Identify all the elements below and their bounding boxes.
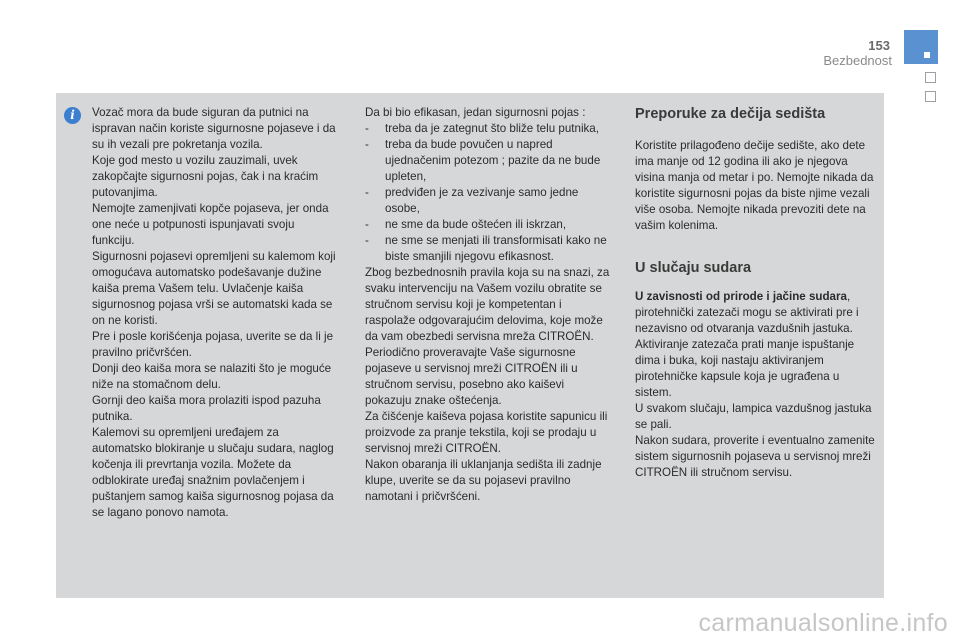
paragraph: Pre i posle korišćenja pojasa, uverite se da li je pravilno pričvršćen. — [92, 330, 334, 359]
paragraph: Koje god mesto u vozilu zauzimali, uvek zakopčajte sigurnosni pojas, čak i na kraćim putovanjima. — [92, 154, 319, 199]
intro-text: Da bi bio efikasan, jedan sigurnosni pojas : — [365, 106, 586, 119]
paragraph: Nemojte zamenjivati kopče pojaseva, jer onda one neće u potpunosti ispunjavati svoju funkciju. — [92, 202, 329, 247]
paragraph: Kalemovi su opremljeni uređajem za automatsko blokiranje u slučaju sudara, naglog kočenja ili prevrtanja vozila. Možete da odblokirate uređaj snažnim povlačenjem i puštanjem samog kaiša sigurnosnog pojasa da se lagano ponovo namota. — [92, 426, 334, 519]
collision-lead: U zavisnosti od prirode i jačine sudara — [635, 290, 847, 303]
paragraph: Gornji deo kaiša mora prolaziti ispod pazuha putnika. — [92, 394, 321, 423]
belt-usage-column — [365, 105, 613, 505]
list-item: - treba da bude povučen u napred ujednačenim potezom ; pazite da ne bude upleten, — [365, 137, 613, 185]
list-item: - ne sme se menjati ili transformisati kako ne biste smanjili njegovu efikasnost. — [365, 233, 613, 265]
child-seat-text: Koristite prilagođeno dečije sedište, ako dete ima manje od 12 godina ili ako je njegova visina manja od metar i po. Nemojte nikada da koristite sigurnosni pojas da biste njime vezali više osoba. Nemojte nikada prevoziti dete na vašim kolenima. — [635, 139, 874, 232]
paragraph: Zbog bezbednosnih pravila koja su na snazi, za svaku intervenciju na Vašem vozilu obratite se stručnom servisu koji je kompetentan i raspolaže odgovarajućim delovima, koje može da vam obezbedi servisna mreža CITROËN. — [365, 266, 610, 343]
requirement-list — [365, 121, 613, 265]
page-number: 153 — [868, 38, 890, 53]
watermark: carmanualsonline.info — [698, 609, 948, 637]
collision-text — [635, 289, 879, 401]
list-item: - ne sme da bude oštećen ili iskrzan, — [365, 217, 613, 233]
recommendations-column — [635, 105, 879, 481]
section-tab-active[interactable] — [904, 30, 938, 64]
content-panel — [56, 93, 884, 598]
collision-lead-rest: , pirotehnički zatezači mogu se aktivirati pre i nezavisno od otvaranja vazdušnih jastuka. Aktiviranje zatezača prati manje ispuštanje dima i buka, koji nastaju aktiviranjem pirotehničke kapsule koja je ugrađena u sistem. — [635, 290, 859, 399]
paragraph: Vozač mora da bude siguran da putnici na ispravan način koriste sigurnosne pojaseve i da su ih vezali pre pokretanja vozila. — [92, 106, 336, 151]
paragraph: Za čišćenje kaiševa pojasa koristite sapunicu ili proizvode za pranje tekstila, koji se prodaju u servisnoj mreži CITROËN. — [365, 410, 608, 455]
collision-heading: U slučaju sudara — [635, 260, 752, 276]
section-tab-next-2[interactable] — [925, 91, 936, 102]
tab-marker-icon — [924, 52, 930, 58]
paragraph: Nakon obaranja ili uklanjanja sedišta ili zadnje klupe, uverite se da su pojasevi pravilno namotani i pričvršćeni. — [365, 458, 602, 503]
paragraph: Donji deo kaiša mora se nalaziti što je moguće niže na stomačnom delu. — [92, 362, 332, 391]
list-item: - predviđen je za vezivanje samo jedne osobe, — [365, 185, 613, 217]
paragraph: U svakom slučaju, lampica vazdušnog jastuka se pali. — [635, 402, 872, 431]
section-tab-next[interactable] — [925, 72, 936, 83]
info-icon: i — [64, 107, 81, 124]
list-item: - treba da je zategnut što bliže telu putnika, — [365, 121, 613, 137]
section-title: Bezbednost — [823, 53, 892, 68]
child-seat-heading: Preporuke za dečija sedišta — [635, 106, 826, 122]
info-column — [92, 105, 340, 521]
paragraph: Periodično proveravajte Vaše sigurnosne pojaseve u servisnoj mreži CITROËN ili u stručnom servisu, posebno ako kaiševi pokazuju znake oštećenja. — [365, 346, 578, 407]
paragraph: Nakon sudara, proverite i eventualno zamenite sistem sigurnosnih pojaseva u servisnoj mreži CITROËN ili stručnom servisu. — [635, 434, 875, 479]
paragraph: Sigurnosni pojasevi opremljeni su kalemom koji omogućava automatsko podešavanje dužine kaiša prema Vašem telu. Uvlačenje kaiša sigurnosnog pojasa vrši se automatski kada se on ne koristi. — [92, 250, 336, 327]
